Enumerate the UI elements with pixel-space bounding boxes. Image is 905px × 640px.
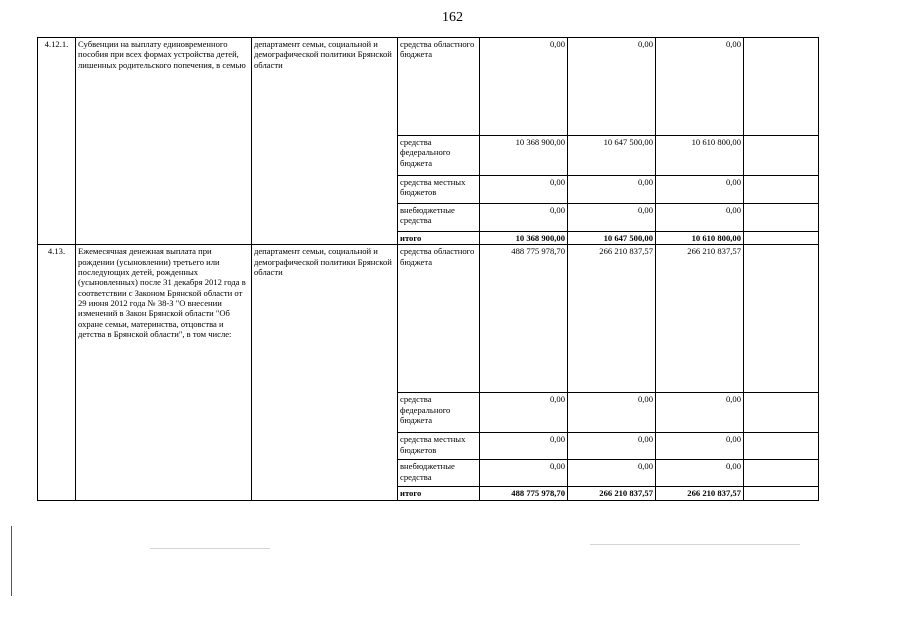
budget-table	[37, 37, 819, 501]
value-year-1: 0,00	[480, 433, 568, 460]
empty-cell	[744, 136, 819, 176]
value-year-1: 0,00	[480, 176, 568, 204]
page-number: 162	[442, 10, 463, 25]
source-label: средства местных бюджетов	[398, 176, 480, 204]
total-year-2: 266 210 837,57	[568, 487, 656, 500]
empty-cell	[744, 460, 819, 487]
source-label: средства местных бюджетов	[398, 433, 480, 460]
value-year-2: 0,00	[568, 176, 656, 204]
value-year-3: 266 210 837,57	[656, 245, 744, 393]
empty-cell	[744, 487, 819, 500]
empty-cell	[744, 204, 819, 232]
total-year-3: 266 210 837,57	[656, 487, 744, 500]
value-year-3: 10 610 800,00	[656, 136, 744, 176]
value-year-3: 0,00	[656, 460, 744, 487]
value-year-2: 0,00	[568, 433, 656, 460]
value-year-1: 0,00	[480, 460, 568, 487]
source-label: средства областного бюджета	[398, 245, 480, 393]
total-year-2: 10 647 500,00	[568, 232, 656, 245]
total-year-1: 10 368 900,00	[480, 232, 568, 245]
scan-artifact	[11, 526, 12, 596]
value-year-3: 0,00	[656, 176, 744, 204]
source-label: внебюджетные средства	[398, 204, 480, 232]
item-code: 4.13.	[38, 245, 76, 500]
item-code: 4.12.1.	[38, 38, 76, 245]
value-year-2: 0,00	[568, 393, 656, 433]
value-year-3: 0,00	[656, 204, 744, 232]
source-label: внебюджетные средства	[398, 460, 480, 487]
table-row	[38, 38, 819, 136]
total-year-1: 488 775 978,70	[480, 487, 568, 500]
total-label: итого	[398, 232, 480, 245]
source-label: средства федерального бюджета	[398, 136, 480, 176]
value-year-2: 0,00	[568, 38, 656, 136]
table-row	[38, 245, 819, 393]
value-year-3: 0,00	[656, 433, 744, 460]
source-label: средства федерального бюджета	[398, 393, 480, 433]
source-label: средства областного бюджета	[398, 38, 480, 136]
empty-cell	[744, 245, 819, 393]
empty-cell	[744, 433, 819, 460]
empty-cell	[744, 232, 819, 245]
empty-cell	[744, 176, 819, 204]
item-executor: департамент семьи, социальной и демографической политики Брянской области	[252, 38, 398, 245]
value-year-3: 0,00	[656, 38, 744, 136]
item-name: Субвенции на выплату единовременного пособия при всех формах устройства детей, лишенных родительского попечения, в семью	[76, 38, 252, 245]
value-year-2: 266 210 837,57	[568, 245, 656, 393]
value-year-2: 10 647 500,00	[568, 136, 656, 176]
value-year-2: 0,00	[568, 460, 656, 487]
value-year-2: 0,00	[568, 204, 656, 232]
item-executor: департамент семьи, социальной и демографической политики Брянской области	[252, 245, 398, 500]
empty-cell	[744, 38, 819, 136]
total-year-3: 10 610 800,00	[656, 232, 744, 245]
empty-cell	[744, 393, 819, 433]
value-year-1: 0,00	[480, 38, 568, 136]
value-year-1: 488 775 978,70	[480, 245, 568, 393]
value-year-1: 0,00	[480, 204, 568, 232]
scan-artifact	[150, 548, 270, 549]
value-year-1: 0,00	[480, 393, 568, 433]
value-year-3: 0,00	[656, 393, 744, 433]
value-year-1: 10 368 900,00	[480, 136, 568, 176]
total-label: итого	[398, 487, 480, 500]
item-name: Ежемесячная денежная выплата при рождении (усыновлении) третьего или последующих детей, рожденных (усыновленных) после 31 декабря 2012 года в соответствии с Законом Брянской области от 29 июня 2012 года № 38-З "О внесении изменений в Закон Брянской области "Об охране семьи, материнства, отцовства и детства в Брянской области", в том числе:	[76, 245, 252, 500]
scan-artifact	[590, 544, 800, 545]
